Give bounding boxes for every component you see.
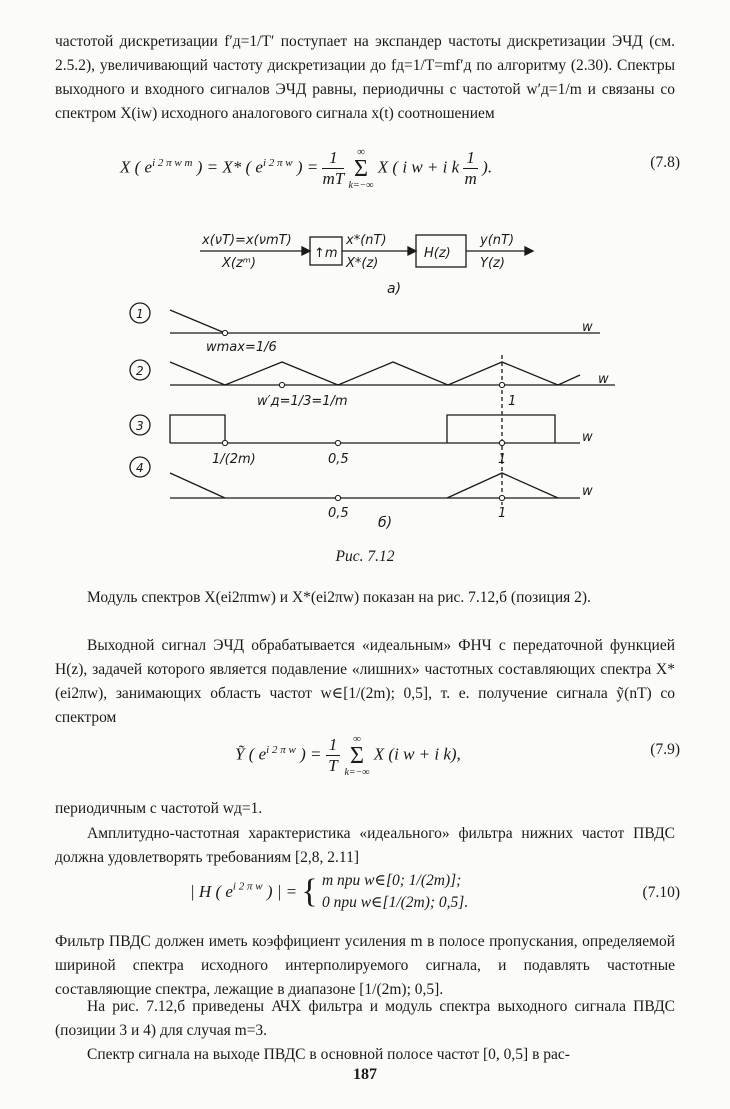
label-wd: w′д=1/3=1/m (257, 394, 348, 409)
label-input-bottom: X(zᵐ) (222, 256, 256, 271)
row-2-axis-label: w (598, 372, 609, 387)
row-3-filter-image-band (447, 415, 555, 443)
paragraph-output-spectrum: Спектр сигнала на выходе ПВДС в основной полосе частот [0, 0,5] в рас- (87, 1046, 570, 1063)
label-half-m: 1/(2m) (212, 452, 256, 467)
row-4-number: 4 (136, 461, 144, 475)
point-one-row3 (499, 440, 504, 445)
output-arrow-head (525, 247, 533, 255)
row-1-number: 1 (136, 307, 144, 321)
label-one-row3: 1 (498, 452, 507, 467)
point-wd (279, 382, 284, 387)
paragraph-intro: частотой дискретизации f′д=1/T′ поступает на экспандер частоты дискретизации ЭЧД (см. 2.5.2), увеличивающий частоту дискретизации до fд=1/T=mf′д по алгоритму (2.30). Спектры выходного и входного сигналов ЭЧД равны, периодичны с частотой w′д=1/m и связаны со спектром X(iw) исходного аналогового сигнала x(t) соотношением (55, 33, 675, 122)
label-a: a) (387, 281, 402, 297)
figure-caption: Рис. 7.12 (335, 548, 395, 565)
label-filter: H(z) (424, 246, 451, 261)
equation-7-10: | H ( $e^{i 2 \pi w}$ ) | = { m при w∈[0; 1/(2m)]; 0 при w∈[1/(2m); 0,5]. (7.10) (190, 872, 680, 911)
point-one-row4 (499, 495, 504, 500)
label-b: б) (378, 515, 393, 531)
point-one-row2 (499, 382, 504, 387)
page-number: 187 (353, 1066, 377, 1083)
row-1-spectrum (170, 310, 225, 333)
label-input-top: x(νT)=x(νmT) (202, 233, 292, 248)
figure-7-12 (0, 215, 730, 545)
label-one-row2: 1 (508, 394, 517, 409)
row-3-axis-label: w (582, 430, 593, 445)
paragraph-frequency-response: Амплитудно-частотная характеристика «идеального» фильтра нижних частот ПВДС должна удовлетворять требованиям [2,8, 2.11] (55, 825, 675, 866)
equation-7-8: X ( $e^{i 2 \pi w m}$ ) = X* ( $e^{i 2 \pi w}$ ) = $\frac{1}{mT}$ ∞ Σ k=−∞ X ( i w + i k $\frac{1}{m}$ ). (7.8) (120, 146, 680, 191)
point-half-row4 (335, 495, 340, 500)
point-wmax (222, 330, 227, 335)
label-mid-top: x*(nT) (346, 233, 387, 248)
label-half-row4: 0,5 (328, 506, 349, 521)
row-3-number: 3 (136, 419, 144, 433)
label-expander: ↑m (314, 246, 338, 261)
row-4-spectrum-base (170, 473, 225, 498)
row-2-number: 2 (136, 364, 144, 378)
row-3-filter-passband (170, 415, 225, 443)
label-output-top: y(nT) (480, 233, 515, 248)
label-output-bottom: Y(z) (480, 256, 505, 271)
paragraph-spectrum-modulus: Модуль спектров X(ei2πmw) и X*(ei2πw) показан на рис. 7.12,б (позиция 2). (87, 589, 591, 606)
label-wmax: wmax=1/6 (206, 340, 277, 355)
middle-arrow-head (408, 247, 416, 255)
paragraph-output-signal: Выходной сигнал ЭЧД обрабатывается «идеальным» ФНЧ с передаточной функцией H(z), задачей которого является подавление «лишних» частотных составляющих спектра X*(ei2πw), занимающих область частот w∈[1/(2m); 0,5], т. е. получение сигнала ỹ(nT) со спектром (55, 637, 675, 726)
label-mid-bottom: X*(z) (346, 256, 379, 271)
paragraph-figure-reference: На рис. 7.12,б приведены АЧХ фильтра и модуль спектра выходного сигнала ПВДС (позиции 3 и 4) для случая m=3. (55, 998, 675, 1039)
point-half-row3 (335, 440, 340, 445)
equation-7-9: Ỹ ( $e^{i 2 \pi w}$ ) = $\frac{1}{T}$ ∞ Σ k=−∞ X (i w + i k), (7.9) (235, 733, 680, 778)
input-arrow-head (302, 247, 310, 255)
paragraph-periodic: периодичным с частотой wд=1. (55, 800, 263, 817)
paragraph-filter-gain: Фильтр ПВДС должен иметь коэффициент усиления m в полосе пропускания, определяемой шириной спектра исходного интерполируемого сигнала, и подавлять частотные составляющие спектра, лежащие в диапазоне [1/(2m); 0,5]. (55, 933, 675, 998)
row-1-axis-label: w (582, 320, 593, 335)
row-2-spectrum (170, 362, 580, 385)
row-4-axis-label: w (582, 484, 593, 499)
point-half-m (222, 440, 227, 445)
label-one-row4: 1 (498, 506, 507, 521)
label-half-row3: 0,5 (328, 452, 349, 467)
